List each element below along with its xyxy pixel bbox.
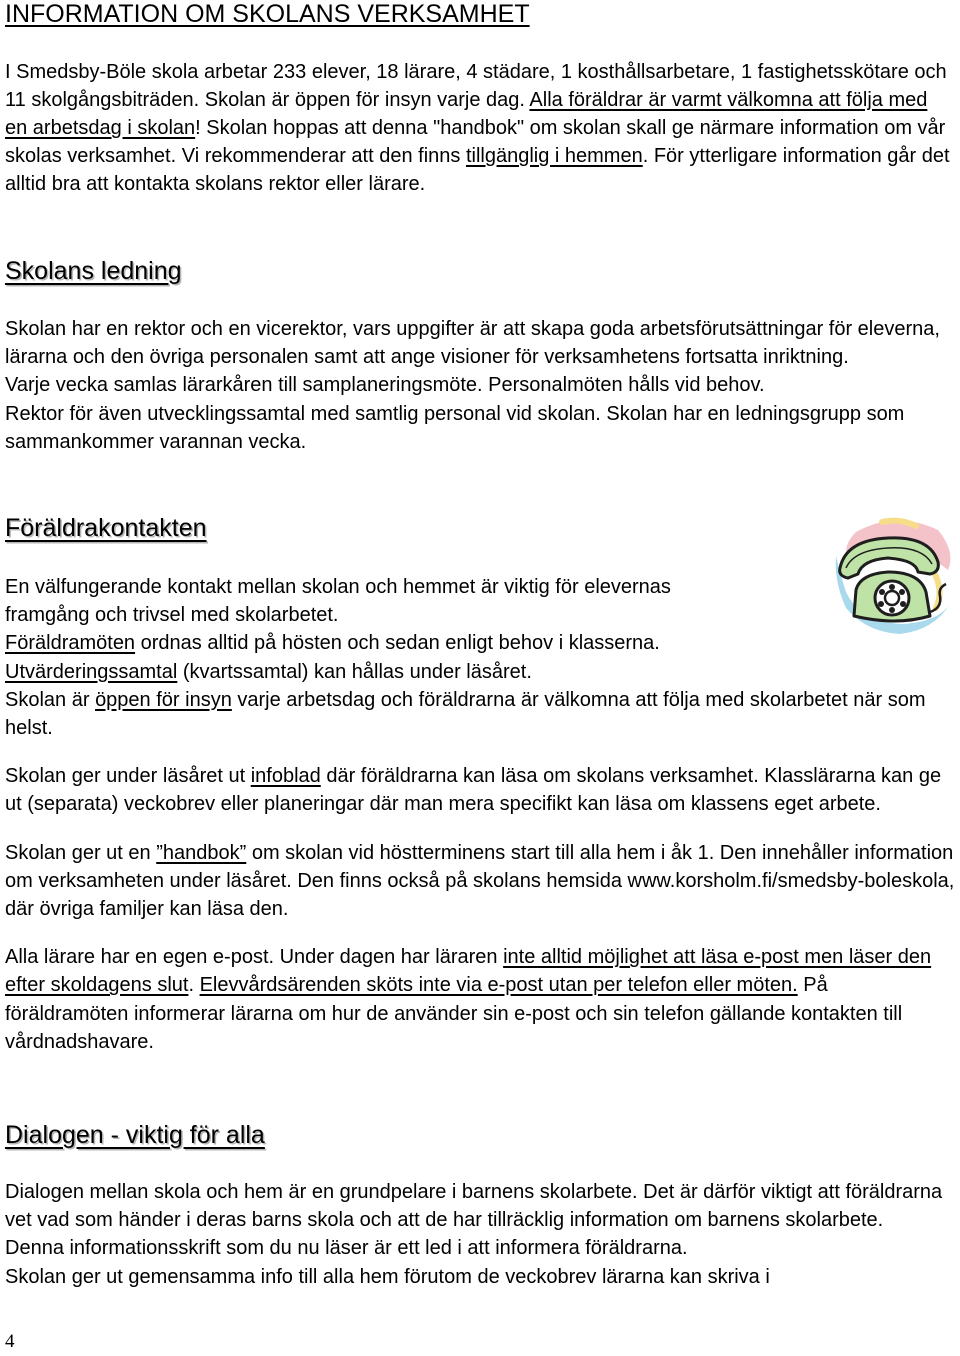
intro-link-available: tillgänglig i hemmen [465, 145, 643, 167]
heading-skolans-ledning: Skolans ledning [5, 257, 182, 285]
ledning-paragraph-3: Rektor för även utvecklingssamtal med samtlig personal vid skolan. Skolan har en ledningsgrupp som sammankommer varannan vecka. [5, 402, 905, 453]
oppen-for-insyn-link: öppen för insyn [95, 688, 232, 711]
heading-dialogen: Dialogen - viktig för alla [5, 1121, 265, 1149]
page-number: 4 [5, 1331, 15, 1352]
kontakt-paragraph-4: Skolan är öppen för insyn varje arbetsdag och föräldrarna är välkomna att följa med skolarbetet när som helst. [5, 688, 926, 740]
handbok-link: ”handbok” [156, 841, 247, 864]
dialog-paragraph-1: Dialogen mellan skola och hem är en grundpelare i barnens skolarbete. Det är därför viktigt att föräldrarna vet vad som händer i deras barns skola och att de har tillräcklig information om barnens skolarbete. [5, 1181, 943, 1232]
intro-paragraph: I Smedsby-Böle skola arbetar 233 elever, 18 lärare, 4 städare, 1 kosthållsarbetare, 1 fastighetsskötare och 11 skolgångsbiträden. Skolan är öppen för insyn varje dag. Alla föräldrar är varmt välkomna att följa med en arbetsdag i skolan! Skolan hoppas att denna "handbok" om skolan skall ge närmare information om vår skolas verksamhet. Vi rekommenderar att den finns tillgänglig i hemmen. För ytterligare information går det alltid bra att kontakta skolans rektor eller lärare. [5, 61, 950, 195]
elevvard-link: Elevvårdsärenden sköts inte via e-post utan per telefon eller möten. [199, 974, 798, 997]
dialog-paragraph-3: Skolan ger ut gemensamma info till alla hem förutom de veckobrev lärarna kan skriva i [5, 1265, 770, 1288]
heading-foraldrakontakten: Föräldrakontakten [5, 514, 207, 542]
kontakt-section [5, 573, 955, 1056]
kontakt-paragraph-3: Utvärderingssamtal (kvartssamtal) kan hållas under läsåret. [5, 660, 532, 683]
dialog-section [5, 1178, 955, 1291]
kontakt-paragraph-6: Skolan ger ut en ”handbok” om skolan vid höstterminens start till alla hem i åk 1. Den innehåller information om verksamheten under läsåret. Den finns också på skolans hemsida www.korsholm.fi/smedsby-boleskola, där övriga familjer kan läsa den. [5, 841, 955, 921]
infoblad-link: infoblad [250, 765, 321, 788]
kontakt-paragraph-7: Alla lärare har en egen e-post. Under dagen har läraren inte alltid möjlighet att läsa e-post men läser den efter skoldagens slut. Elevvårdsärenden sköts inte via e-post utan per telefon eller möten. På föräldramöten informerar lärarna om hur de använder sin e-post och sin telefon gällande kontakten till vårdnadshavare. [5, 946, 932, 1053]
e-post-link: inte alltid möjlighet att läsa e-post men läser den efter skoldagens slut [5, 946, 932, 997]
dialog-paragraph-2: Denna informationsskrift som du nu läser är ett led i att informera föräldrarna. [5, 1237, 688, 1260]
page-title: INFORMATION OM SKOLANS VERKSAMHET [5, 0, 530, 28]
telephone-clipart-icon [826, 512, 956, 642]
ledning-paragraph-2: Varje vecka samlas lärarkåren till samplaneringsmöte. Personalmöten hålls vid behov. [5, 374, 765, 397]
ledning-paragraph-1: Skolan har en rektor och en vicerektor, vars uppgifter är att skapa goda arbetsförutsättningar för eleverna, lärarna och den övriga personalen samt att ange visioner för verksamhetens fortsatta inriktning. [5, 318, 940, 369]
foraldramoten-link: Föräldramöten [5, 632, 136, 655]
intro-section [5, 58, 953, 198]
intro-link-welcome: Alla föräldrar är varmt välkomna att följa med en arbetsdag i skolan [5, 89, 928, 139]
ledning-section [5, 315, 955, 456]
kontakt-paragraph-2: Föräldramöten ordnas alltid på hösten och sedan enligt behov i klasserna. [5, 632, 660, 655]
kontakt-paragraph-1: En välfungerande kontakt mellan skolan och hemmet är viktig för elevernas framgång och trivsel med skolarbetet. [5, 576, 671, 627]
kontakt-paragraph-5: Skolan ger under läsåret ut infoblad där föräldrarna kan läsa om skolans verksamhet. Klasslärarna kan ge ut (separata) veckobrev eller planeringar där man mera specifikt kan läsa om klassens eget arbete. [5, 765, 942, 816]
utvarderingssamtal-link: Utvärderingssamtal [5, 660, 178, 683]
